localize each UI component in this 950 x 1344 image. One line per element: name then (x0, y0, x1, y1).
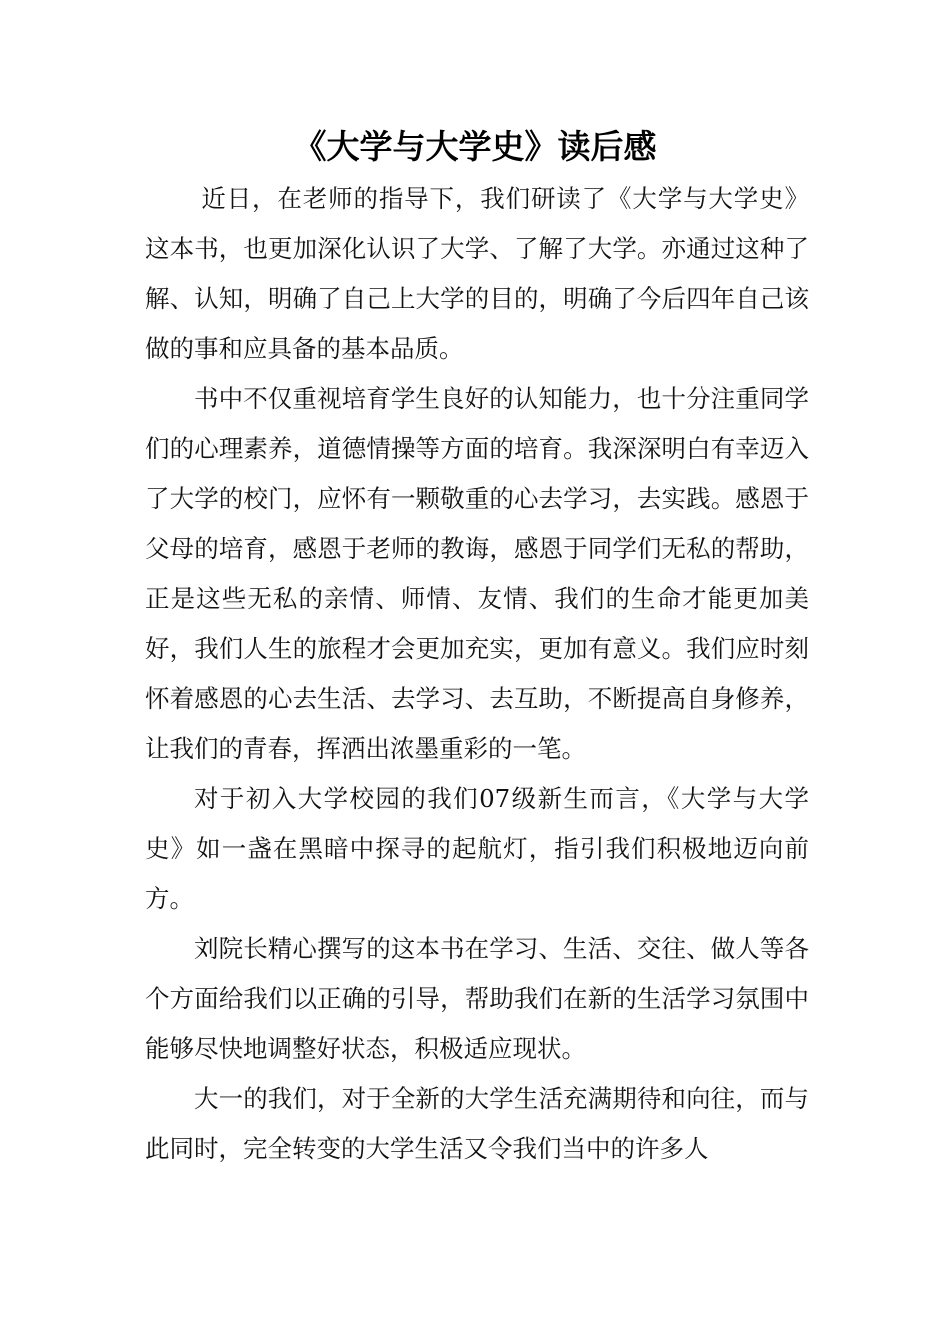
paragraph-3: 对于初入大学校园的我们07级新生而言，《大学与大学史》如一盏在黑暗中探寻的起航灯，指引我们积极地迈向前方。 (145, 784, 809, 913)
document-body (145, 174, 809, 1174)
document-title: 《大学与大学史》读后感 (293, 127, 657, 166)
paragraph-5: 大一的我们，对于全新的大学生活充满期待和向往，而与此同时，完全转变的大学生活又令我们当中的许多人 (145, 1084, 809, 1163)
paragraph-4: 刘院长精心撰写的这本书在学习、生活、交往、做人等各个方面给我们以正确的引导，帮助我们在新的生活学习氛围中能够尽快地调整好状态，积极适应现状。 (145, 934, 809, 1063)
paragraph-2: 书中不仅重视培育学生良好的认知能力，也十分注重同学们的心理素养，道德情操等方面的培育。我深深明白有幸迈入了大学的校门，应怀有一颗敬重的心去学习，去实践。感恩于父母的培育，感恩于老师的教诲，感恩于同学们无私的帮助，正是这些无私的亲情、师情、友情、我们的生命才能更加美好，我们人生的旅程才会更加充实，更加有意义。我们应时刻怀着感恩的心去生活、去学习、去互助，不断提高自身修养，让我们的青春，挥洒出浓墨重彩的一笔。 (145, 384, 809, 763)
paragraph-1: 近日，在老师的指导下，我们研读了《大学与大学史》这本书，也更加深化认识了大学、了解了大学。亦通过这种了解、认知，明确了自己上大学的目的，明确了今后四年自己该做的事和应具备的基本品质。 (145, 184, 809, 363)
